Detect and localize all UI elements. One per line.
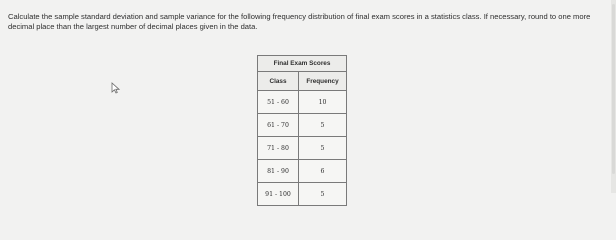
vertical-scrollbar[interactable] (611, 0, 616, 193)
table-title: Final Exam Scores (258, 56, 347, 72)
frequency-cell: 5 (299, 137, 347, 160)
table-row (258, 91, 347, 114)
table-row (258, 160, 347, 183)
class-cell: 91 - 100 (258, 183, 299, 206)
table-row (258, 137, 347, 160)
class-cell: 81 - 90 (258, 160, 299, 183)
frequency-table (257, 55, 347, 206)
frequency-cell: 5 (299, 114, 347, 137)
frequency-cell: 6 (299, 160, 347, 183)
frequency-table-container (257, 55, 347, 206)
table-row (258, 114, 347, 137)
class-cell: 61 - 70 (258, 114, 299, 137)
question-text: Calculate the sample standard deviation and sample variance for the following frequency distribution of final exam scores in a statistics class. If necessary, round to one more decimal place than the largest number of decimal places given in the data. (8, 12, 591, 31)
table-row (258, 183, 347, 206)
column-header-frequency: Frequency (299, 72, 347, 91)
frequency-cell: 5 (299, 183, 347, 206)
scrollbar-thumb[interactable] (612, 4, 615, 174)
class-cell: 51 - 60 (258, 91, 299, 114)
column-header-class: Class (258, 72, 299, 91)
class-cell: 71 - 80 (258, 137, 299, 160)
frequency-cell: 10 (299, 91, 347, 114)
mouse-pointer-icon (111, 82, 120, 94)
